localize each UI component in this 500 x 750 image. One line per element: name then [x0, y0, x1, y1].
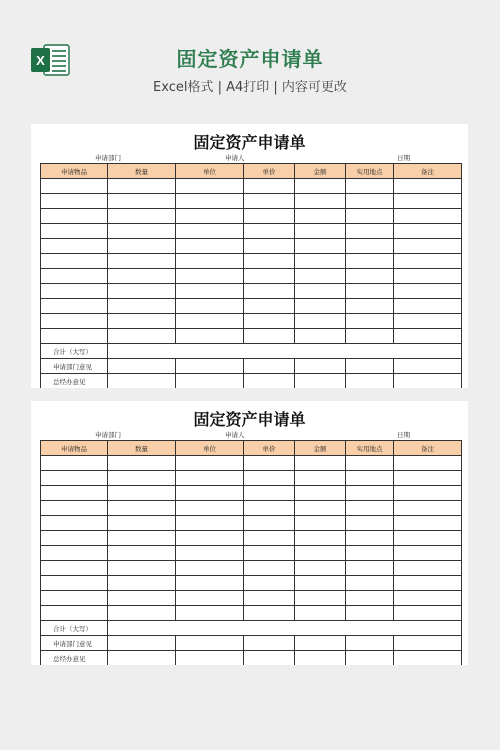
- applicant-label: 申请人: [225, 431, 245, 439]
- total-label: 合计（大写）: [41, 621, 108, 636]
- table-header-row: [41, 164, 462, 179]
- column-header: 单价: [244, 164, 295, 179]
- table-row: [41, 516, 462, 531]
- table-row: [41, 456, 462, 471]
- office-opinion-label: 总经办意见: [41, 374, 108, 389]
- table-row: [41, 546, 462, 561]
- column-header: 实用地点: [346, 441, 394, 456]
- column-header: 申请物品: [41, 441, 108, 456]
- table-row: [41, 561, 462, 576]
- table-row: [41, 531, 462, 546]
- table-row: [41, 284, 462, 299]
- column-header: 单位: [176, 441, 244, 456]
- app-title: 固定资产申请单: [176, 47, 324, 71]
- column-header: 申请物品: [41, 164, 108, 179]
- dept-opinion-label: 申请部门意见: [41, 359, 108, 374]
- table-row: [41, 591, 462, 606]
- office-opinion-row: [41, 374, 462, 389]
- form-title: 固定资产申请单: [193, 410, 306, 429]
- table-row: [41, 471, 462, 486]
- table-row: [41, 194, 462, 209]
- svg-text:X: X: [36, 53, 45, 68]
- department-label: 申请部门: [95, 154, 121, 162]
- asset-request-table: [40, 163, 462, 388]
- total-row: [41, 344, 462, 359]
- column-header: 单位: [176, 164, 244, 179]
- table-row: [41, 254, 462, 269]
- dept-opinion-label: 申请部门意见: [41, 636, 108, 651]
- table-row: [41, 486, 462, 501]
- department-label: 申请部门: [95, 431, 121, 439]
- table-row: [41, 299, 462, 314]
- form-sheet-preview: [31, 124, 468, 388]
- table-row: [41, 179, 462, 194]
- form-sheet-preview: [31, 401, 468, 665]
- column-header: 数量: [108, 164, 176, 179]
- table-row: [41, 269, 462, 284]
- table-row: [41, 329, 462, 344]
- column-header: 备注: [394, 441, 462, 456]
- table-row: [41, 224, 462, 239]
- applicant-label: 申请人: [225, 154, 245, 162]
- table-header-row: [41, 441, 462, 456]
- table-row: [41, 576, 462, 591]
- total-row: [41, 621, 462, 636]
- total-label: 合计（大写）: [41, 344, 108, 359]
- asset-request-table: [40, 440, 462, 665]
- dept-opinion-row: [41, 636, 462, 651]
- column-header: 数量: [108, 441, 176, 456]
- table-row: [41, 314, 462, 329]
- table-row: [41, 606, 462, 621]
- dept-opinion-row: [41, 359, 462, 374]
- table-row: [41, 209, 462, 224]
- column-header: 金额: [295, 164, 346, 179]
- date-label: 日期: [397, 154, 410, 162]
- date-label: 日期: [397, 431, 410, 439]
- table-row: [41, 239, 462, 254]
- column-header: 单价: [244, 441, 295, 456]
- column-header: 备注: [394, 164, 462, 179]
- page-header: [0, 0, 500, 120]
- column-header: 金额: [295, 441, 346, 456]
- table-row: [41, 501, 462, 516]
- form-title: 固定资产申请单: [193, 133, 306, 152]
- app-subtitle: Excel格式 | A4打印 | 内容可更改: [153, 80, 347, 95]
- column-header: 实用地点: [346, 164, 394, 179]
- office-opinion-label: 总经办意见: [41, 651, 108, 666]
- office-opinion-row: [41, 651, 462, 666]
